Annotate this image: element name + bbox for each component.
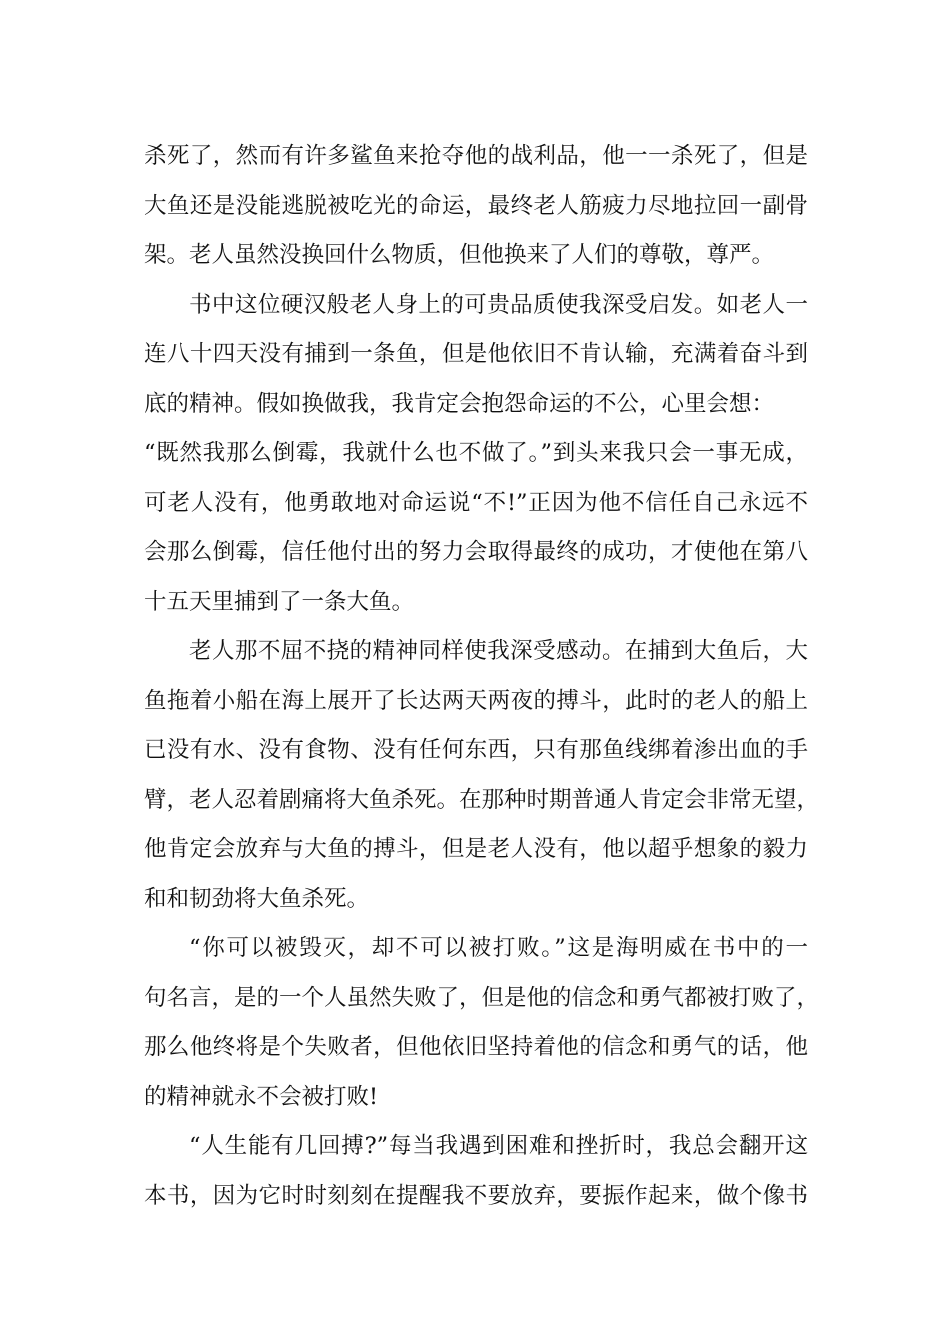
paragraph-line: 句名言，是的一个人虽然失败了，但是他的信念和勇气都被打败了， — [144, 984, 820, 1011]
paragraph-line: 他肯定会放弃与大鱼的搏斗，但是老人没有，他以超乎想象的毅力 — [144, 836, 808, 862]
paragraph-line: 可老人没有，他勇敢地对命运说“不!”正因为他不信任自己永远不 — [144, 489, 808, 516]
paragraph-line: 臂，老人忍着剧痛将大鱼杀死。在那种时期普通人肯定会非常无望， — [144, 786, 820, 813]
paragraph-line: 架。老人虽然没换回什么物质，但他换来了人们的尊敬，尊严。 — [144, 242, 775, 268]
paragraph-line: 本书，因为它时时刻刻在提醒我不要放弃，要振作起来，做个像书 — [144, 1182, 808, 1209]
paragraph-line: 连八十四天没有捕到一条鱼，但是他依旧不肯认输，充满着奋斗到 — [144, 341, 808, 367]
paragraph-line: “既然我那么倒霉，我就什么也不做了。”到头来我只会一事无成， — [144, 440, 808, 466]
paragraph-line: 鱼拖着小船在海上展开了长达两天两夜的搏斗，此时的老人的船上 — [144, 687, 808, 714]
paragraph-line: 杀死了，然而有许多鲨鱼来抢夺他的战利品，他一一杀死了，但是 — [144, 143, 808, 169]
paragraph-first-line: “人生能有几回搏?”每当我遇到困难和挫折时，我总会翻开这 — [189, 1133, 808, 1159]
paragraph-first-line: “你可以被毁灭，却不可以被打败。”这是海明威在书中的一 — [189, 935, 808, 961]
paragraph-line: 的精神就永不会被打败! — [144, 1083, 379, 1110]
document-body — [144, 132, 820, 1221]
paragraph-first-line: 老人那不屈不挠的精神同样使我深受感动。在捕到大鱼后，大 — [189, 638, 808, 664]
paragraph-line: 已没有水、没有食物、没有任何东西，只有那鱼线绑着渗出血的手 — [144, 737, 808, 763]
paragraph-first-line: 书中这位硬汉般老人身上的可贵品质使我深受启发。如老人一 — [189, 291, 808, 318]
paragraph-line: 十五天里捕到了一条大鱼。 — [144, 588, 415, 615]
paragraph-line: 底的精神。假如换做我，我肯定会抱怨命运的不公，心里会想： — [144, 390, 775, 417]
paragraph-line: 那么他终将是个失败者，但他依旧坚持着他的信念和勇气的话，他 — [144, 1034, 808, 1060]
paragraph-line: 和和韧劲将大鱼杀死。 — [144, 885, 370, 912]
paragraph-line: 大鱼还是没能逃脱被吃光的命运，最终老人筋疲力尽地拉回一副骨 — [144, 192, 808, 219]
paragraph-line: 会那么倒霉，信任他付出的努力会取得最终的成功，才使他在第八 — [144, 539, 808, 565]
